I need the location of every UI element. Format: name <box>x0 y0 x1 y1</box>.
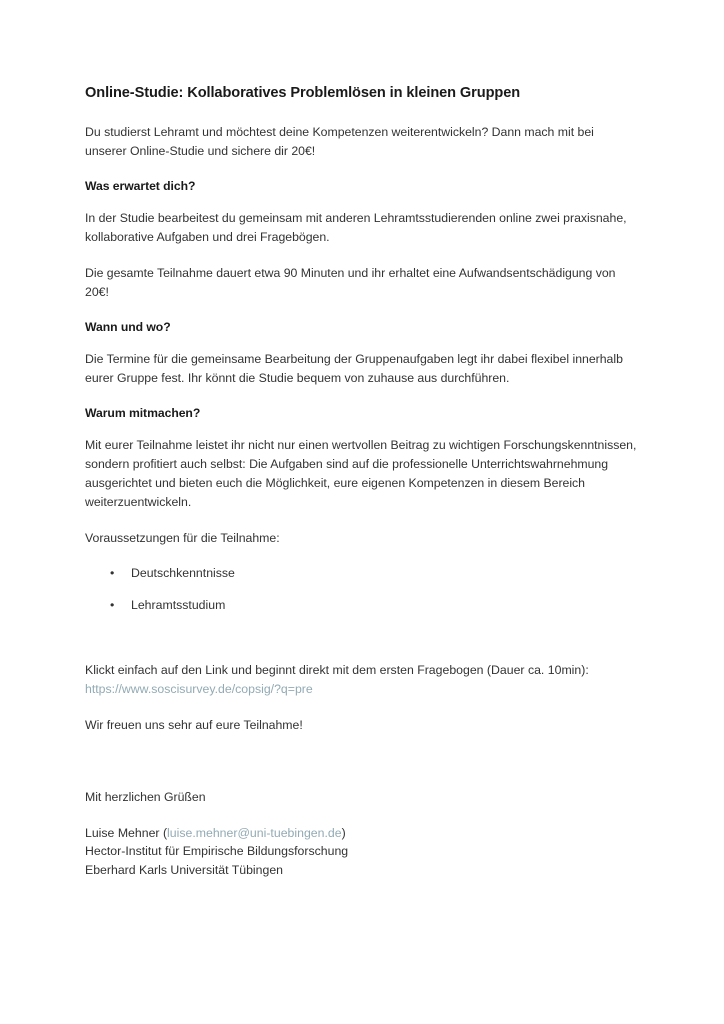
section-paragraph-tasks-overview: In der Studie bearbeitest du gemeinsam mit anderen Lehramtsstudierenden online zwei praxisnahe, kollaborative Aufgaben und drei Fragebögen. <box>85 210 627 244</box>
signature-block <box>85 824 639 879</box>
paren-open: ( <box>162 825 168 840</box>
signature-spacer <box>85 752 639 788</box>
bullet-icon: • <box>110 565 115 580</box>
section-heading-was-erwartet-dich: Was erwartet dich? <box>85 178 196 193</box>
list-item-label: Lehramtsstudium <box>131 597 226 612</box>
signature-name: Luise Mehner <box>85 825 160 840</box>
bullet-icon: • <box>110 597 115 612</box>
call-to-action-block <box>85 661 639 699</box>
survey-link[interactable]: https://www.soscisurvey.de/copsig/?q=pre <box>85 681 313 696</box>
list-item <box>85 596 639 615</box>
spacer <box>85 628 639 661</box>
section-heading-warum-mitmachen: Warum mitmachen? <box>85 406 201 421</box>
requirements-lead-in: Voraussetzungen für die Teilnahme: <box>85 531 280 546</box>
paren-close: ) <box>341 825 346 840</box>
intro-paragraph: Du studierst Lehramt und möchtest deine Kompetenzen weiterentwickeln? Dann mach mit bei unserer Online-Studie und sichere dir 20€! <box>85 124 594 158</box>
section-paragraph-scheduling: Die Termine für die gemeinsame Bearbeitung der Gruppenaufgaben legt ihr dabei flexibel innerhalb eurer Gruppe fest. Ihr könnt die Studie bequem von zuhause aus durchführen. <box>85 352 623 386</box>
section-paragraph-motivation: Mit eurer Teilnahme leistet ihr nicht nur einen wertvollen Beitrag zu wichtigen Forschungskenntnissen, sondern profitiert auch selbst: Die Aufgaben sind auf die professionelle Unterrichtswahrnehmung ausgerichtet und bieten euch die Möglichkeit, eure eigenen Kompetenzen in diesem Bereich weiterzuentwickeln. <box>85 438 637 510</box>
requirements-list <box>85 564 639 615</box>
email-link[interactable]: luise.mehner@uni-tuebingen.de <box>167 825 342 840</box>
signature-name-line <box>85 824 639 842</box>
call-to-action-instruction: Klickt einfach auf den Link und beginnt direkt mit dem ersten Fragebogen (Dauer ca. 10min): <box>85 662 589 677</box>
signature-salutation: Mit herzlichen Grüßen <box>85 789 206 804</box>
closing-paragraph: Wir freuen uns sehr auf eure Teilnahme! <box>85 717 303 732</box>
section-paragraph-duration-compensation: Die gesamte Teilnahme dauert etwa 90 Minuten und ihr erhaltet eine Aufwandsentschädigung von 20€! <box>85 265 616 299</box>
list-item <box>85 564 639 583</box>
signature-institute: Hector-Institut für Empirische Bildungsforschung <box>85 844 349 859</box>
page-title: Online-Studie: Kollaboratives Problemlösen in kleinen Gruppen <box>85 85 521 101</box>
section-heading-wann-und-wo: Wann und wo? <box>85 320 171 335</box>
list-item-label: Deutschkenntnisse <box>131 565 235 580</box>
signature-university: Eberhard Karls Universität Tübingen <box>85 862 283 877</box>
